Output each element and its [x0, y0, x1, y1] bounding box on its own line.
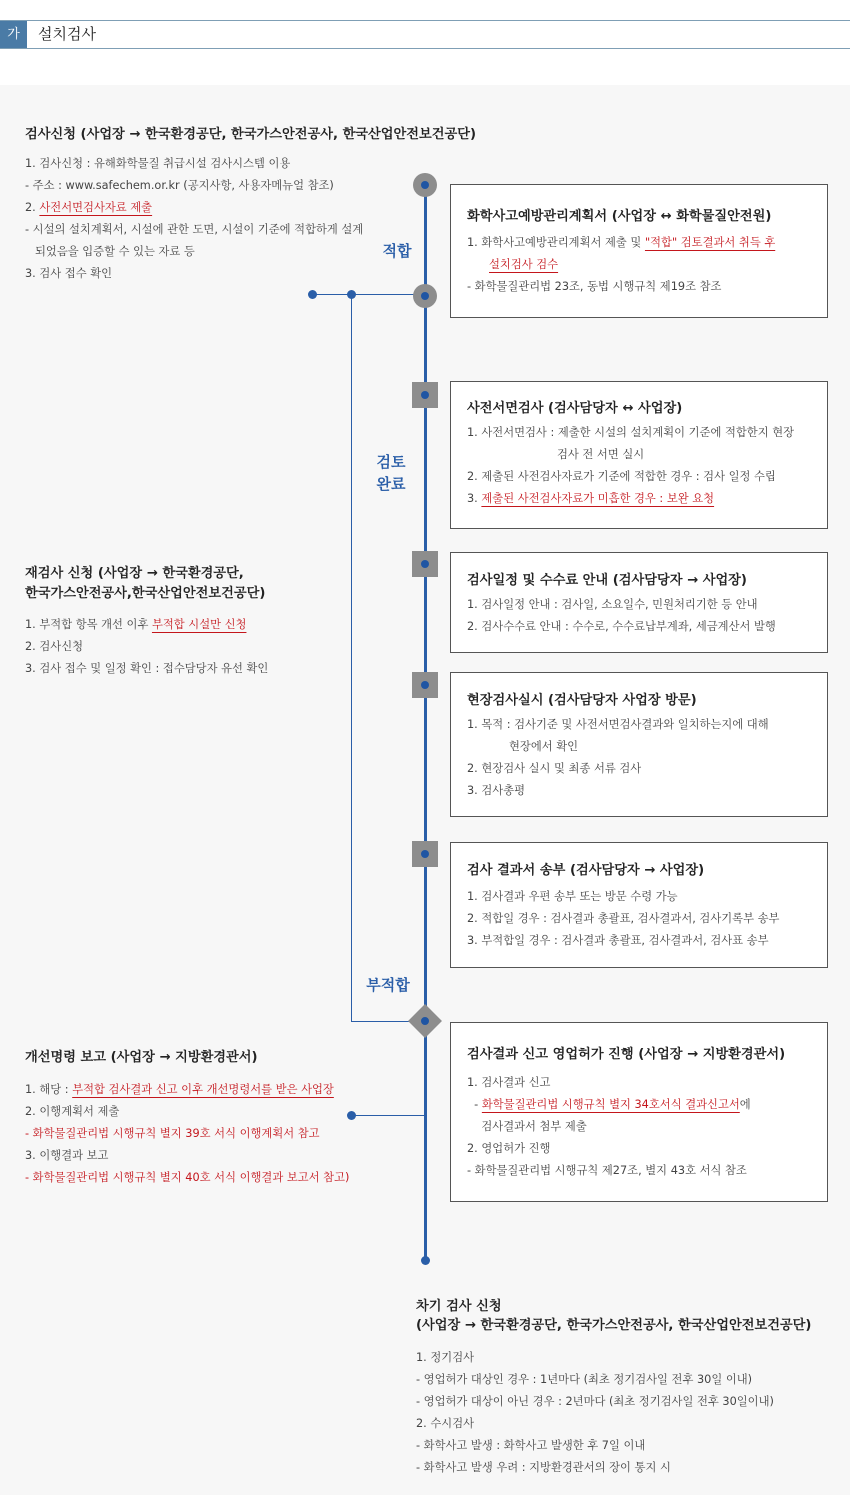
application-line: 1. 검사신청 : 유해화학물질 취급시설 검사시스템 이용	[25, 157, 291, 170]
line-suffix: 에	[739, 1098, 751, 1111]
schedule-line: 1. 검사일정 안내 : 검사일, 소요일수, 민원처리기한 등 안내	[467, 598, 758, 611]
result-line: 1. 검사결과 우편 송부 또는 방문 수령 가능	[467, 890, 678, 903]
next-inspection-line: - 화학사고 발생 우려 : 지방환경관서의 장이 통지 시	[416, 1461, 671, 1474]
reapply-connector	[312, 294, 426, 295]
reapply-title-line2: 한국가스안전공사,한국산업안전보건공단)	[25, 586, 266, 601]
report-line: 1. 검사결과 신고	[467, 1076, 551, 1089]
reapply-loop-line	[351, 294, 352, 1022]
schedule-line: 2. 검사수수료 안내 : 수수로, 수수료납부계좌, 세금계산서 발행	[467, 620, 776, 633]
next-inspection-title-line2: (사업장 → 한국환경공단, 한국가스안전공사, 한국산업안전보건공단)	[416, 1318, 812, 1333]
report-line: 2. 영업허가 진행	[467, 1142, 551, 1155]
report-line	[467, 1094, 817, 1116]
node-square	[412, 551, 438, 577]
improve-title: 개선명령 보고 (사업장 → 지방환경관서)	[25, 1050, 258, 1065]
highlight-text: 설치검사 검수	[489, 258, 559, 271]
reapply-title-line1: 재검사 신청 (사업장 → 한국환경공단,	[25, 566, 244, 581]
line-prefix: 3.	[467, 492, 482, 505]
site-inspection-line: 1. 목적 : 검사기준 및 사전서면검사결과와 일치하는지에 대해	[467, 718, 769, 731]
result-line: 3. 부적합일 경우 : 검사결과 총괄표, 검사결과서, 검사표 송부	[467, 934, 769, 947]
highlight-text: "적합" 검토결과서 취득 후	[644, 236, 776, 249]
label-reviewed-line1: 검토	[376, 453, 406, 471]
label-reviewed-line2: 완료	[376, 475, 406, 493]
report-box	[450, 1022, 828, 1202]
application-line	[25, 197, 476, 219]
section-header	[0, 20, 850, 49]
node-square	[412, 382, 438, 408]
improve-line: - 화학물질관리법 시행규칙 별지 39호 서식 이행계획서 참고	[25, 1127, 320, 1140]
pre-inspection-line: 검사 전 서면 실시	[557, 448, 645, 461]
plan-title: 화학사고예방관리계획서 (사업장 ↔ 화학물질안전원)	[467, 209, 772, 224]
line-prefix: 1. 부적합 항목 개선 이후	[25, 618, 152, 631]
node-square	[412, 672, 438, 698]
section-tag: 가	[0, 21, 27, 48]
section-title: 설치검사	[38, 25, 96, 43]
line-prefix: 2.	[25, 201, 40, 214]
connector-dot	[308, 290, 317, 299]
line-prefix: 1. 화학사고예방관리계획서 제출 및	[467, 236, 645, 249]
improve-line: 2. 이행계획서 제출	[25, 1105, 120, 1118]
application-block	[25, 123, 476, 285]
plan-line	[467, 254, 817, 276]
next-inspection-block	[416, 1297, 811, 1479]
node-circle	[413, 284, 437, 308]
plan-box	[450, 184, 828, 318]
site-inspection-title: 현장검사실시 (검사담당자 사업장 방문)	[467, 693, 697, 708]
result-title: 검사 결과서 송부 (검사담당자 → 사업장)	[467, 863, 705, 878]
application-title: 검사신청 (사업장 → 한국환경공단, 한국가스안전공사, 한국산업안전보건공단)	[25, 127, 476, 142]
report-title: 검사결과 신고 영업허가 진행 (사업장 → 지방환경관서)	[467, 1047, 786, 1062]
highlight-text: 제출된 사전검사자료가 미흡한 경우 : 보완 요청	[481, 492, 715, 505]
line-prefix: 1. 해당 :	[25, 1083, 73, 1096]
label-fail: 부적합	[366, 976, 410, 994]
highlight-text: 사전서면검사자료 제출	[39, 201, 153, 214]
highlight-text: 부적합 검사결과 신고 이후 개선명령서를 받은 사업장	[72, 1083, 334, 1096]
reapply-line: 3. 검사 접수 및 일정 확인 : 접수담당자 유선 확인	[25, 662, 269, 675]
flow-end-dot	[421, 1256, 430, 1265]
next-inspection-line: - 영업허가 대상인 경우 : 1년마다 (최초 정기검사일 전후 30일 이내)	[416, 1373, 753, 1386]
pre-inspection-line	[467, 488, 817, 510]
highlight-text: 화학물질관리법 시행규칙 별지 34호서식 결과신고서	[481, 1098, 740, 1111]
next-inspection-title-line1: 차기 검사 신청	[416, 1299, 502, 1314]
improve-line: 3. 이행결과 보고	[25, 1149, 109, 1162]
reapply-block	[25, 564, 268, 680]
next-inspection-line: 2. 수시검사	[416, 1417, 475, 1430]
pre-inspection-line: 1. 사전서면검사 : 제출한 시설의 설치계획이 기준에 적합한지 현장	[467, 426, 795, 439]
plan-line: - 화학물질관리법 23조, 동법 시행규칙 제19조 참조	[467, 280, 722, 293]
schedule-title: 검사일정 및 수수료 안내 (검사담당자 → 사업장)	[467, 573, 747, 588]
site-inspection-box	[450, 672, 828, 817]
label-reviewed	[366, 451, 416, 495]
report-line: 검사결과서 첨부 제출	[467, 1120, 587, 1133]
application-line: 되었음을 입증할 수 있는 자료 등	[35, 245, 195, 258]
pre-inspection-box	[450, 381, 828, 529]
label-pass: 적합	[382, 242, 412, 260]
highlight-text: 부적합 시설만 신청	[151, 618, 247, 631]
improve-line: - 화학물질관리법 시행규칙 별지 40호 서식 이행결과 보고서 참고)	[25, 1171, 350, 1184]
improve-line	[25, 1079, 349, 1101]
result-box	[450, 842, 828, 968]
result-line: 2. 적합일 경우 : 검사결과 총괄표, 검사결과서, 검사기록부 송부	[467, 912, 780, 925]
reapply-line: 2. 검사신청	[25, 640, 84, 653]
application-line: - 주소 : www.safechem.or.kr (공지사항, 사용자메뉴얼 참조)	[25, 179, 334, 192]
connector-dot	[347, 290, 356, 299]
improve-block	[25, 1046, 349, 1189]
site-inspection-line: 현장에서 확인	[509, 740, 579, 753]
plan-line	[467, 232, 817, 254]
next-inspection-line: - 화학사고 발생 : 화학사고 발생한 후 7일 이내	[416, 1439, 646, 1452]
pre-inspection-line: 2. 제출된 사전검사자료가 기준에 적합한 경우 : 검사 일정 수립	[467, 470, 776, 483]
application-line: - 시설의 설치계획서, 시설에 관한 도면, 시설이 기준에 적합하게 설계	[25, 223, 364, 236]
site-inspection-line: 2. 현장검사 실시 및 최종 서류 검사	[467, 762, 642, 775]
improve-connector	[351, 1115, 426, 1116]
schedule-box	[450, 552, 828, 653]
line-prefix: -	[467, 1098, 482, 1111]
reapply-line	[25, 614, 268, 636]
report-line: - 화학물질관리법 시행규칙 제27조, 별지 43호 서식 참조	[467, 1164, 747, 1177]
node-square	[412, 841, 438, 867]
main-flow-line	[424, 185, 427, 1263]
application-line: 3. 검사 접수 확인	[25, 267, 113, 280]
site-inspection-line: 3. 검사총평	[467, 784, 526, 797]
next-inspection-line: - 영업허가 대상이 아닌 경우 : 2년마다 (최초 정기검사일 전후 30일이내)	[416, 1395, 774, 1408]
next-inspection-line: 1. 정기검사	[416, 1351, 475, 1364]
pre-inspection-title: 사전서면검사 (검사담당자 ↔ 사업장)	[467, 401, 683, 416]
